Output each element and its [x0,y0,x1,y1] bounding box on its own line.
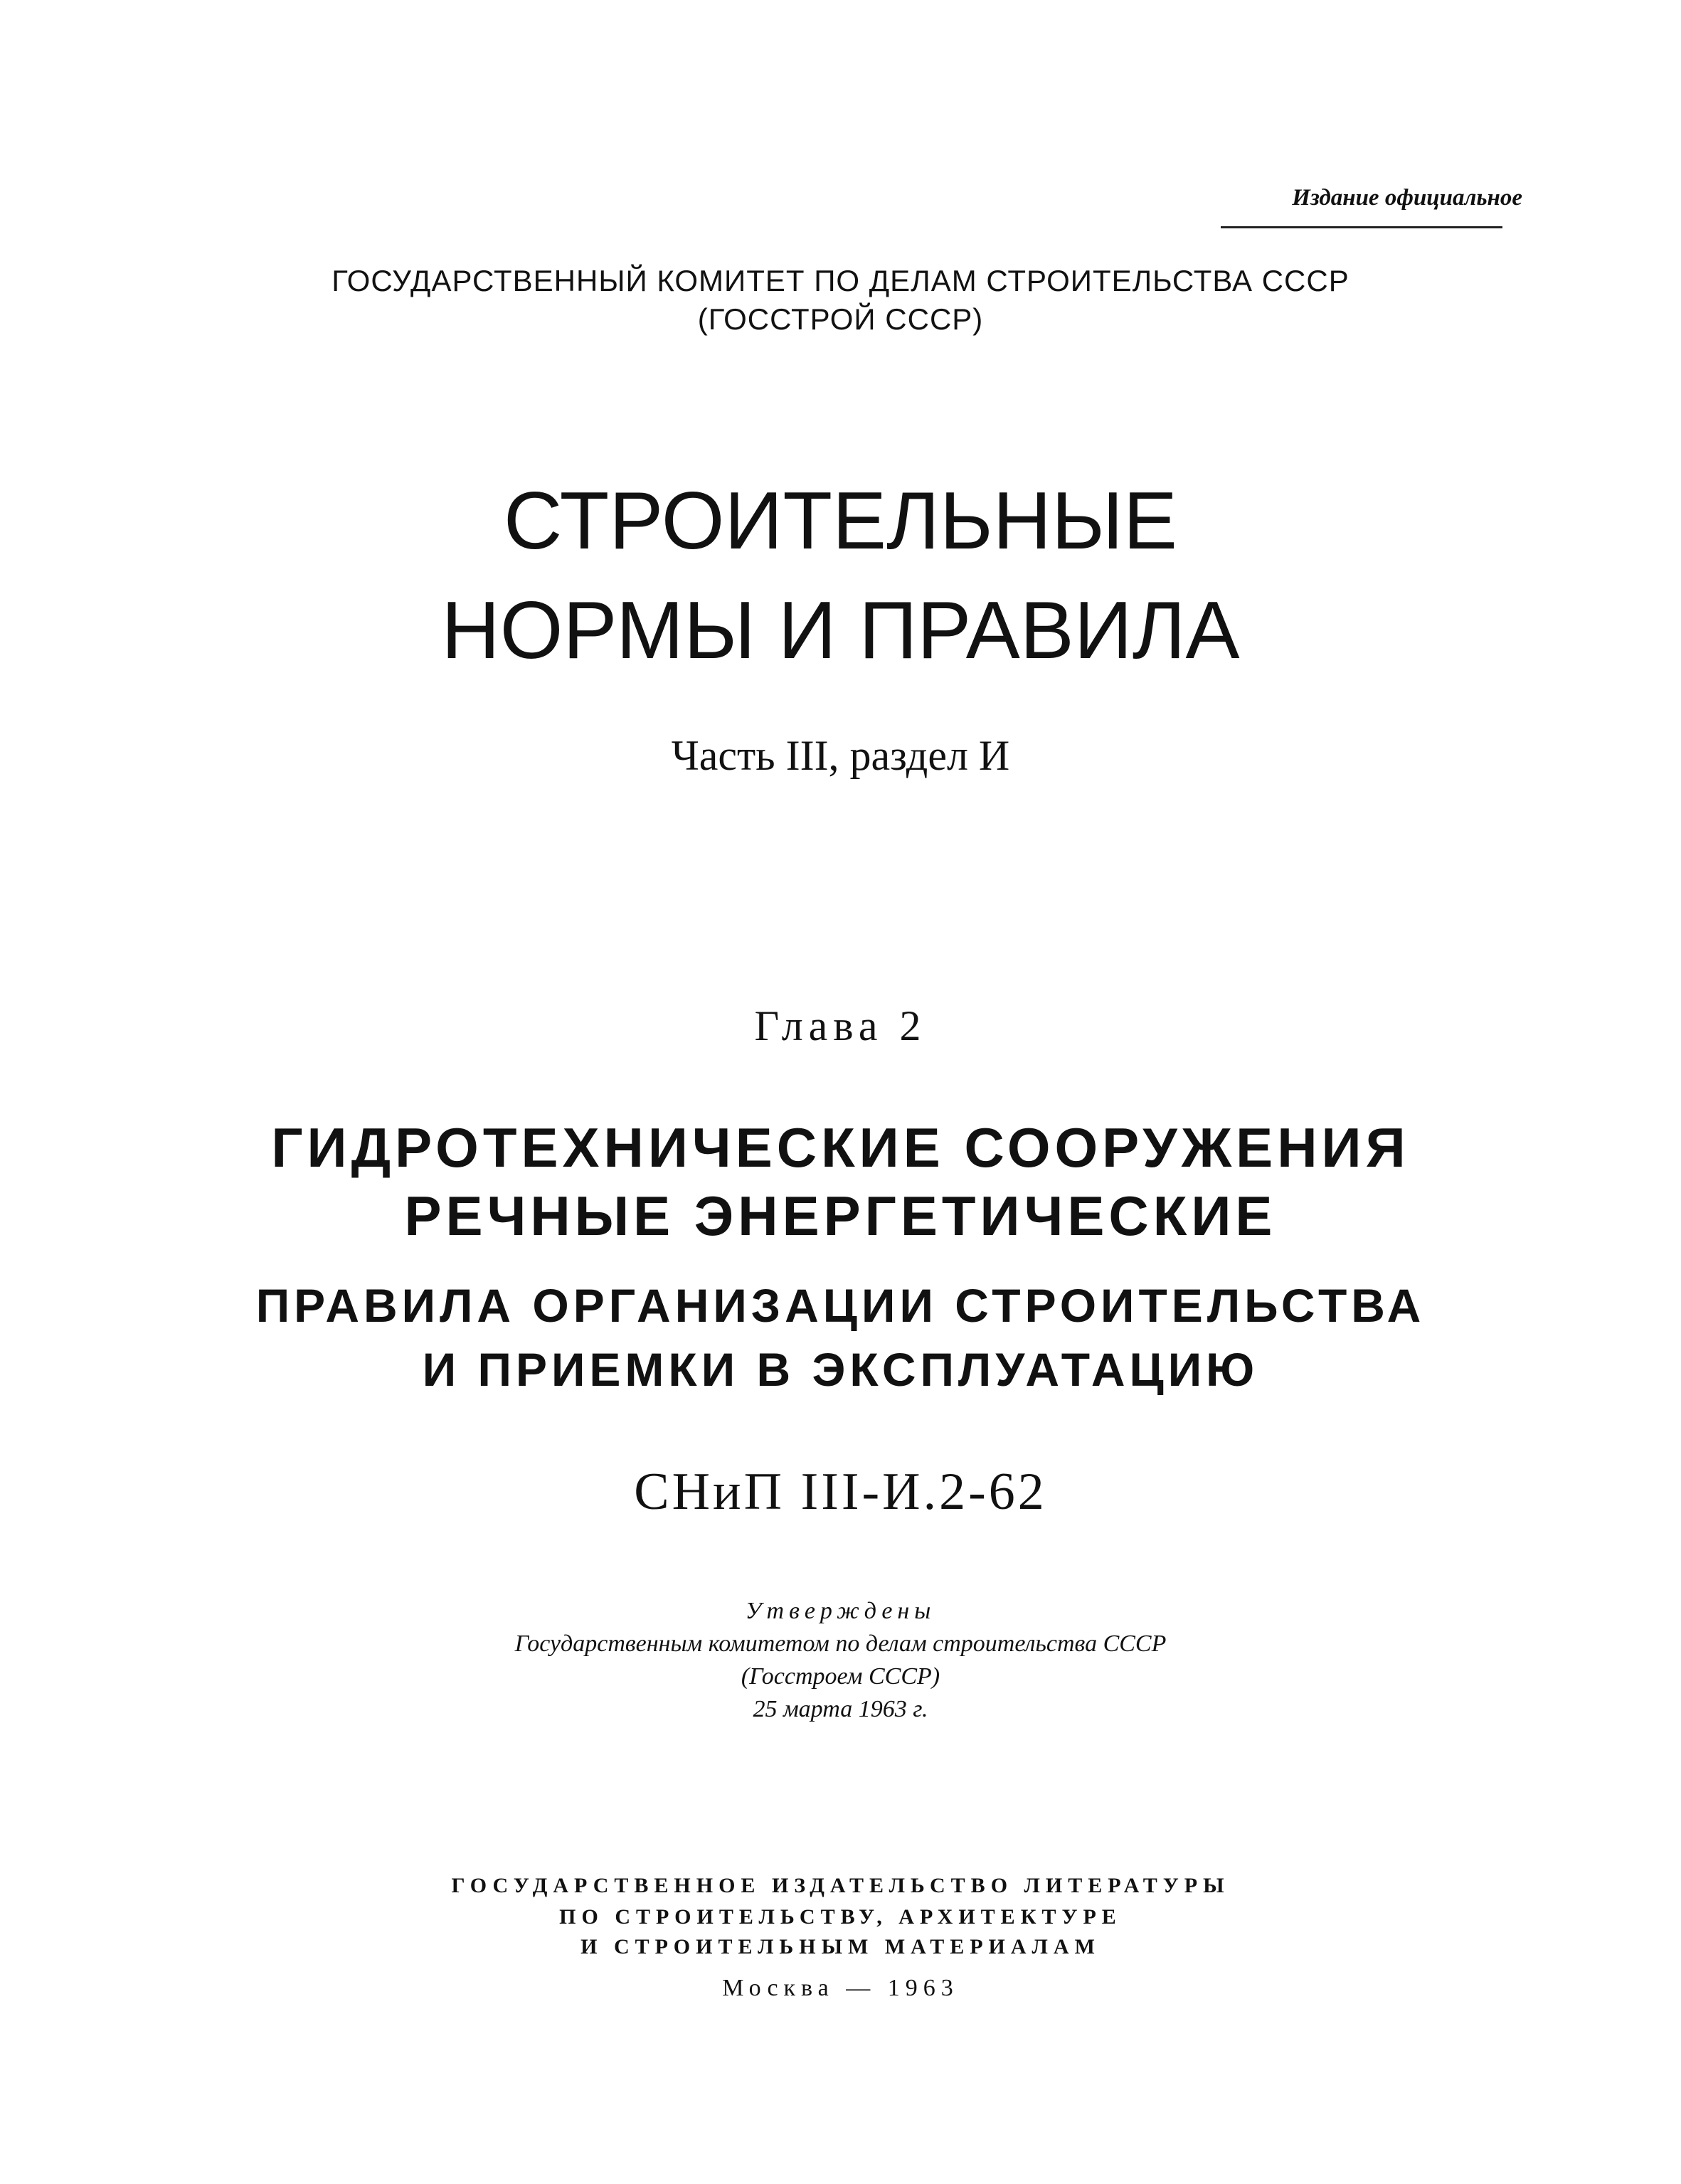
committee-name: ГОСУДАРСТВЕННЫЙ КОМИТЕТ ПО ДЕЛАМ СТРОИТЕЛЬСТВА СССР [332,264,1349,297]
approval-authority-short: (Госстроем СССР) [741,1663,940,1690]
chapter-title-line1: ГИДРОТЕХНИЧЕСКИЕ СООРУЖЕНИЯ [271,1116,1410,1179]
document-title-line2: НОРМЫ И ПРАВИЛА [441,585,1240,676]
document-title-line1: СТРОИТЕЛЬНЫЕ [504,476,1177,566]
document-code: СНиП III-И.2-62 [634,1463,1047,1521]
approval-date: 25 марта 1963 г. [753,1696,928,1722]
publication-place-year: Москва — 1963 [722,1975,959,2001]
edition-note-underline [1221,226,1502,228]
publisher-line2: ПО СТРОИТЕЛЬСТВУ, АРХИТЕКТУРЕ [559,1905,1122,1929]
chapter-subtitle-line2: И ПРИЕМКИ В ЭКСПЛУАТАЦИЮ [422,1343,1259,1396]
chapter-title-line2: РЕЧНЫЕ ЭНЕРГЕТИЧЕСКИЕ [404,1184,1277,1247]
publisher-line1: ГОСУДАРСТВЕННОЕ ИЗДАТЕЛЬСТВО ЛИТЕРАТУРЫ [451,1874,1230,1897]
chapter-subtitle-line1: ПРАВИЛА ОРГАНИЗАЦИИ СТРОИТЕЛЬСТВА [255,1279,1426,1332]
committee-abbreviation: (ГОССТРОЙ СССР) [697,302,984,336]
approval-authority: Государственным комитетом по делам строительства СССР [514,1631,1167,1657]
chapter-label: Глава 2 [754,1002,927,1049]
approval-label: Утверждены [745,1598,936,1624]
publisher-line3: И СТРОИТЕЛЬНЫМ МАТЕРИАЛАМ [580,1935,1101,1958]
part-section: Часть III, раздел И [671,732,1010,779]
edition-note: Издание официальное [1292,185,1522,211]
